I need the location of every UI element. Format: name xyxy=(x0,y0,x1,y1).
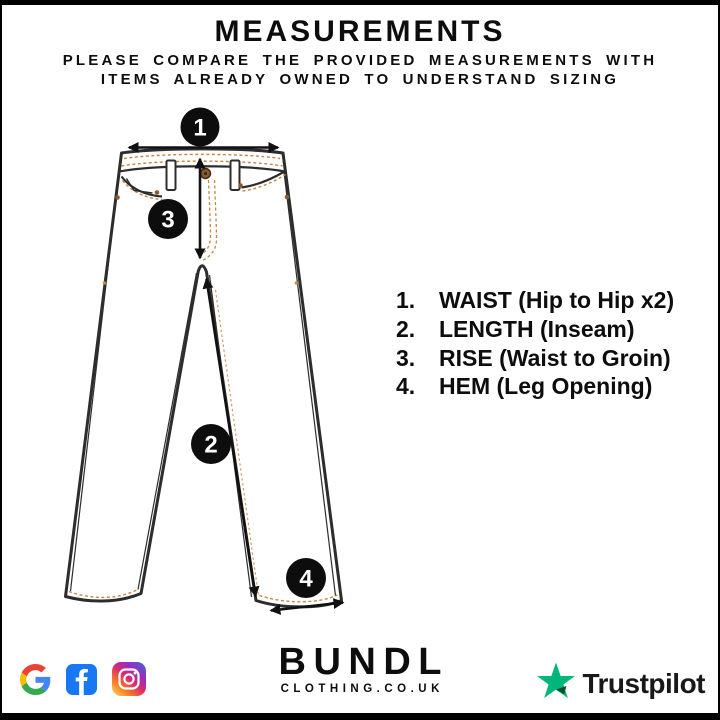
marker-length xyxy=(191,424,231,464)
legend-item-length xyxy=(396,315,674,344)
marker-waist xyxy=(181,108,220,147)
belt-loop-right xyxy=(231,161,240,191)
trustpilot-star-icon xyxy=(537,662,575,699)
trustpilot-label: Trustpilot xyxy=(582,668,705,699)
rivet xyxy=(285,195,290,200)
trustpilot-star-shape xyxy=(537,662,575,698)
subtitle-line-1: PLEASE COMPARE THE PROVIDED MEASUREMENTS WITH xyxy=(62,52,658,69)
measurement-legend xyxy=(396,286,674,401)
marker-waist-number: 1 xyxy=(193,114,207,142)
legend-number: 3. xyxy=(396,344,416,371)
rivet xyxy=(238,183,243,188)
marker-length-number: 2 xyxy=(204,431,218,459)
page-title: MEASUREMENTS xyxy=(214,15,506,48)
legend-number: 2. xyxy=(396,315,416,342)
seam-dot xyxy=(295,281,299,285)
legend-item-waist xyxy=(396,286,674,315)
rivet xyxy=(155,190,160,195)
marker-rise-number: 3 xyxy=(161,206,175,234)
marker-hem xyxy=(286,558,326,598)
legend-item-hem xyxy=(396,372,674,401)
trustpilot-logo xyxy=(537,660,705,700)
legend-label: RISE (Waist to Groin) xyxy=(439,344,671,371)
legend-number: 4. xyxy=(396,373,416,400)
subtitle-line-2: ITEMS ALREADY OWNED TO UNDERSTAND SIZING xyxy=(100,70,620,88)
marker-hem-number: 4 xyxy=(299,565,313,593)
legend-label: WAIST (Hip to Hip x2) xyxy=(439,287,675,313)
legend-number: 1. xyxy=(396,287,416,313)
seam-dot xyxy=(103,281,107,285)
brand-tagline: CLOTHING.CO.UK xyxy=(280,683,444,695)
jeans-outline xyxy=(66,149,342,607)
legend-label: HEM (Leg Opening) xyxy=(439,373,653,400)
belt-loop-left xyxy=(167,161,176,191)
legend-label: LENGTH (Inseam) xyxy=(439,315,635,342)
legend-item-rise xyxy=(396,344,674,373)
jeans-button-center xyxy=(204,172,207,175)
brand-name: BUNDL xyxy=(278,641,449,683)
marker-rise xyxy=(148,199,188,239)
rivet xyxy=(115,195,120,200)
